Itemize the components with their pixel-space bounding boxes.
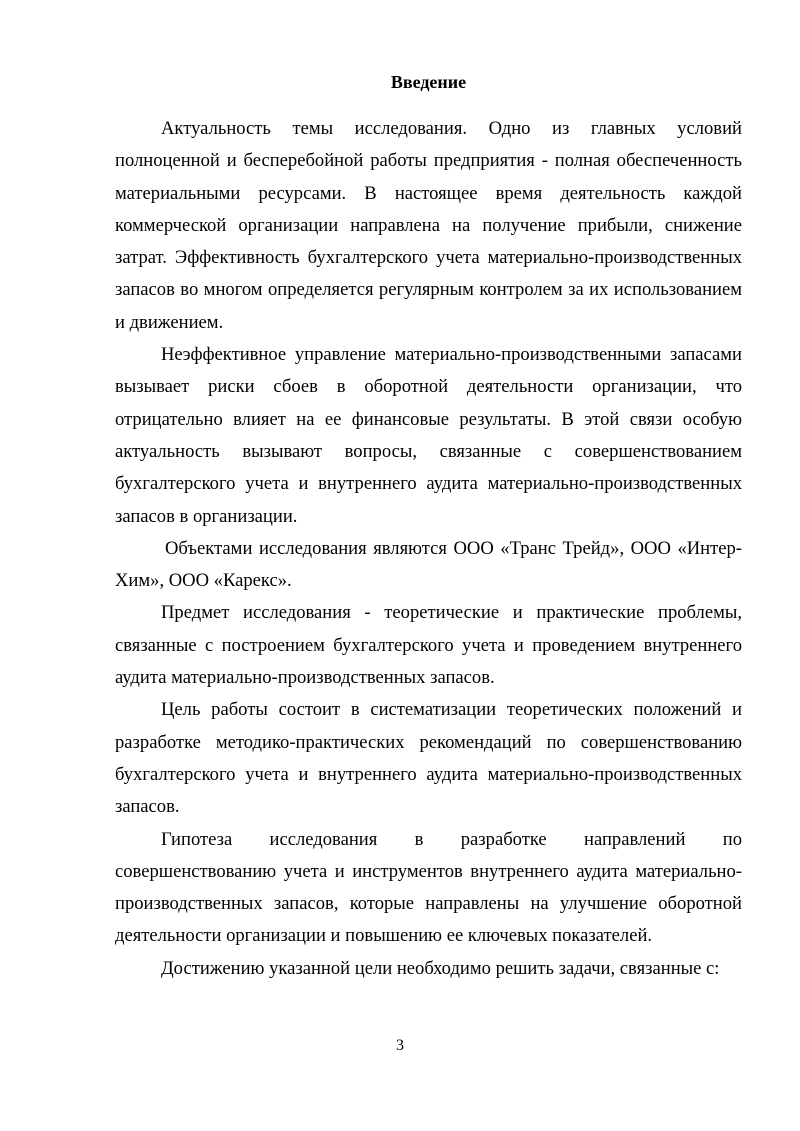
paragraph-hypothesis: Гипотеза исследования в разработке направлений по совершенствованию учета и инструментов внутреннего аудита материально-производственных запасов, которые направлены на улучшение оборотной деятельности организации и повышению ее ключевых показателей.	[115, 828, 742, 947]
paragraph-tasks: Достижению указанной цели необходимо решить задачи, связанные с:	[161, 957, 720, 979]
document-body	[115, 113, 742, 985]
paragraph-subject: Предмет исследования - теоретические и практические проблемы, связанные с построением бухгалтерского учета и проведением внутреннего аудита материально-производственных запасов.	[115, 602, 742, 689]
page-title: Введение	[390, 72, 467, 92]
paragraph-relevance: Актуальность темы исследования. Одно из главных условий полноценной и бесперебойной работы предприятия - полная обеспеченность материальными ресурсами. В настоящее время деятельность каждой коммерческой организации направлена на получение прибыли, снижение затрат. Эффективность бухгалтерского учета материально-производственных запасов во многом определяется регулярным контролем за их использованием и движением.	[115, 118, 742, 333]
paragraph-objects: Объектами исследования являются ООО «Транс Трейд», ООО «Интер-Хим», ООО «Карекс».	[115, 537, 742, 592]
page-number: 3	[396, 1037, 404, 1054]
paragraph-risks: Неэффективное управление материально-производственными запасами вызывает риски сбоев в оборотной деятельности организации, что отрицательно влияет на ее финансовые результаты. В этой связи особую актуальность вызывают вопросы, связанные с совершенствованием бухгалтерского учета и внутреннего аудита материально-производственных запасов в организации.	[115, 344, 742, 527]
paragraph-goal: Цель работы состоит в систематизации теоретических положений и разработке методико-практических рекомендаций по совершенствованию бухгалтерского учета и внутреннего аудита материально-производственных запасов.	[115, 699, 742, 818]
